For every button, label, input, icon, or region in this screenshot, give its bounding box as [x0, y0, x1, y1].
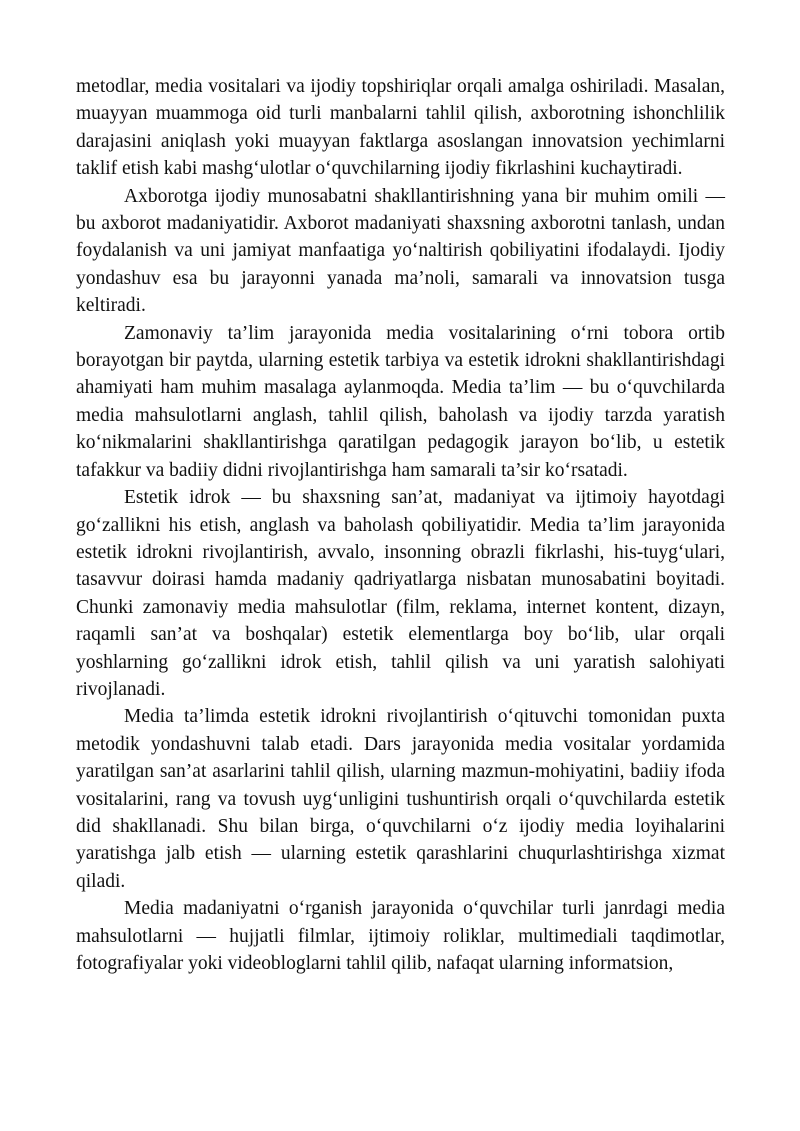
- paragraph-media-education: Zamonaviy ta’lim jarayonida media vositalarining o‘rni tobora ortib borayotgan bir paytda, ularning estetik tarbiya va estetik idrokni shakllantirishdagi ahamiyati ham muhim masalaga aylanmoqda. Media ta’lim — bu o‘quvchilarda media mahsulotlarni anglash, tahlil qilish, baholash va ijodiy tarzda yaratish ko‘nikmalarini shakllantirishga qaratilgan pedagogik jarayon bo‘lib, u estetik tafakkur va badiiy didni rivojlantirishga ham samarali ta’sir ko‘rsatadi.: [76, 322, 725, 481]
- paragraph-continued: metodlar, media vositalari va ijodiy topshiriqlar orqali amalga oshiriladi. Masalan, muayyan muammoga oid turli manbalarni tahlil qilish, axborotning ishonchlilik darajasini aniqlash yoki muayyan faktlarga asoslangan innovatsion yechimlarni taklif etish kabi mashg‘ulotlar o‘quvchilarning ijodiy fikrlashini kuchaytiradi.: [76, 76, 725, 180]
- document-page: [76, 73, 725, 977]
- paragraph-information-culture: Axborotga ijodiy munosabatni shakllantirishning yana bir muhim omili — bu axborot madaniyatidir. Axborot madaniyati shaxsning axborotni tanlash, undan foydalanish va uni jamiyat manfaatiga yo‘naltirish qobiliyatini ifodalaydi. Ijodiy yondashuv esa bu jarayonni yanada ma’noli, samarali va innovatsion tusga keltiradi.: [76, 185, 725, 317]
- paragraph-teacher-method: Media ta’limda estetik idrokni rivojlantirish o‘qituvchi tomonidan puxta metodik yondashuvni talab etadi. Dars jarayonida media vositalar yordamida yaratilgan san’at asarlarini tahlil qilish, ularning mazmun-mohiyatini, badiiy ifoda vositalarini, rang va tovush uyg‘unligini tushuntirish orqali o‘quvchilarda estetik did shakllanadi. Shu bilan birga, o‘quvchilarni o‘z ijodiy media loyihalarini yaratishga jalb etish — ularning estetik qarashlarini chuqurlashtirishga xizmat qiladi.: [76, 706, 725, 892]
- paragraph-media-culture: Media madaniyatni o‘rganish jarayonida o‘quvchilar turli janrdagi media mahsulotlarni — hujjatli filmlar, ijtimoiy roliklar, multimediali taqdimotlar, fotografiyalar yoki videobloglarni tahlil qilib, nafaqat ularning informatsion,: [76, 898, 725, 974]
- paragraph-aesthetic-perception: Estetik idrok — bu shaxsning san’at, madaniyat va ijtimoiy hayotdagi go‘zallikni his etish, anglash va baholash qobiliyatidir. Media ta’lim jarayonida estetik idrokni rivojlantirish, avvalo, insonning obrazli fikrlashi, his-tuyg‘ulari, tasavvur doirasi hamda madaniy qadriyatlarga nisbatan munosabatini boyitadi. Chunki zamonaviy media mahsulotlar (film, reklama, internet kontent, dizayn, raqamli san’at va boshqalar) estetik elementlarga boy bo‘lib, ular orqali yoshlarning go‘zallikni idrok etish, tahlil qilish va uni yaratish salohiyati rivojlanadi.: [76, 487, 725, 700]
